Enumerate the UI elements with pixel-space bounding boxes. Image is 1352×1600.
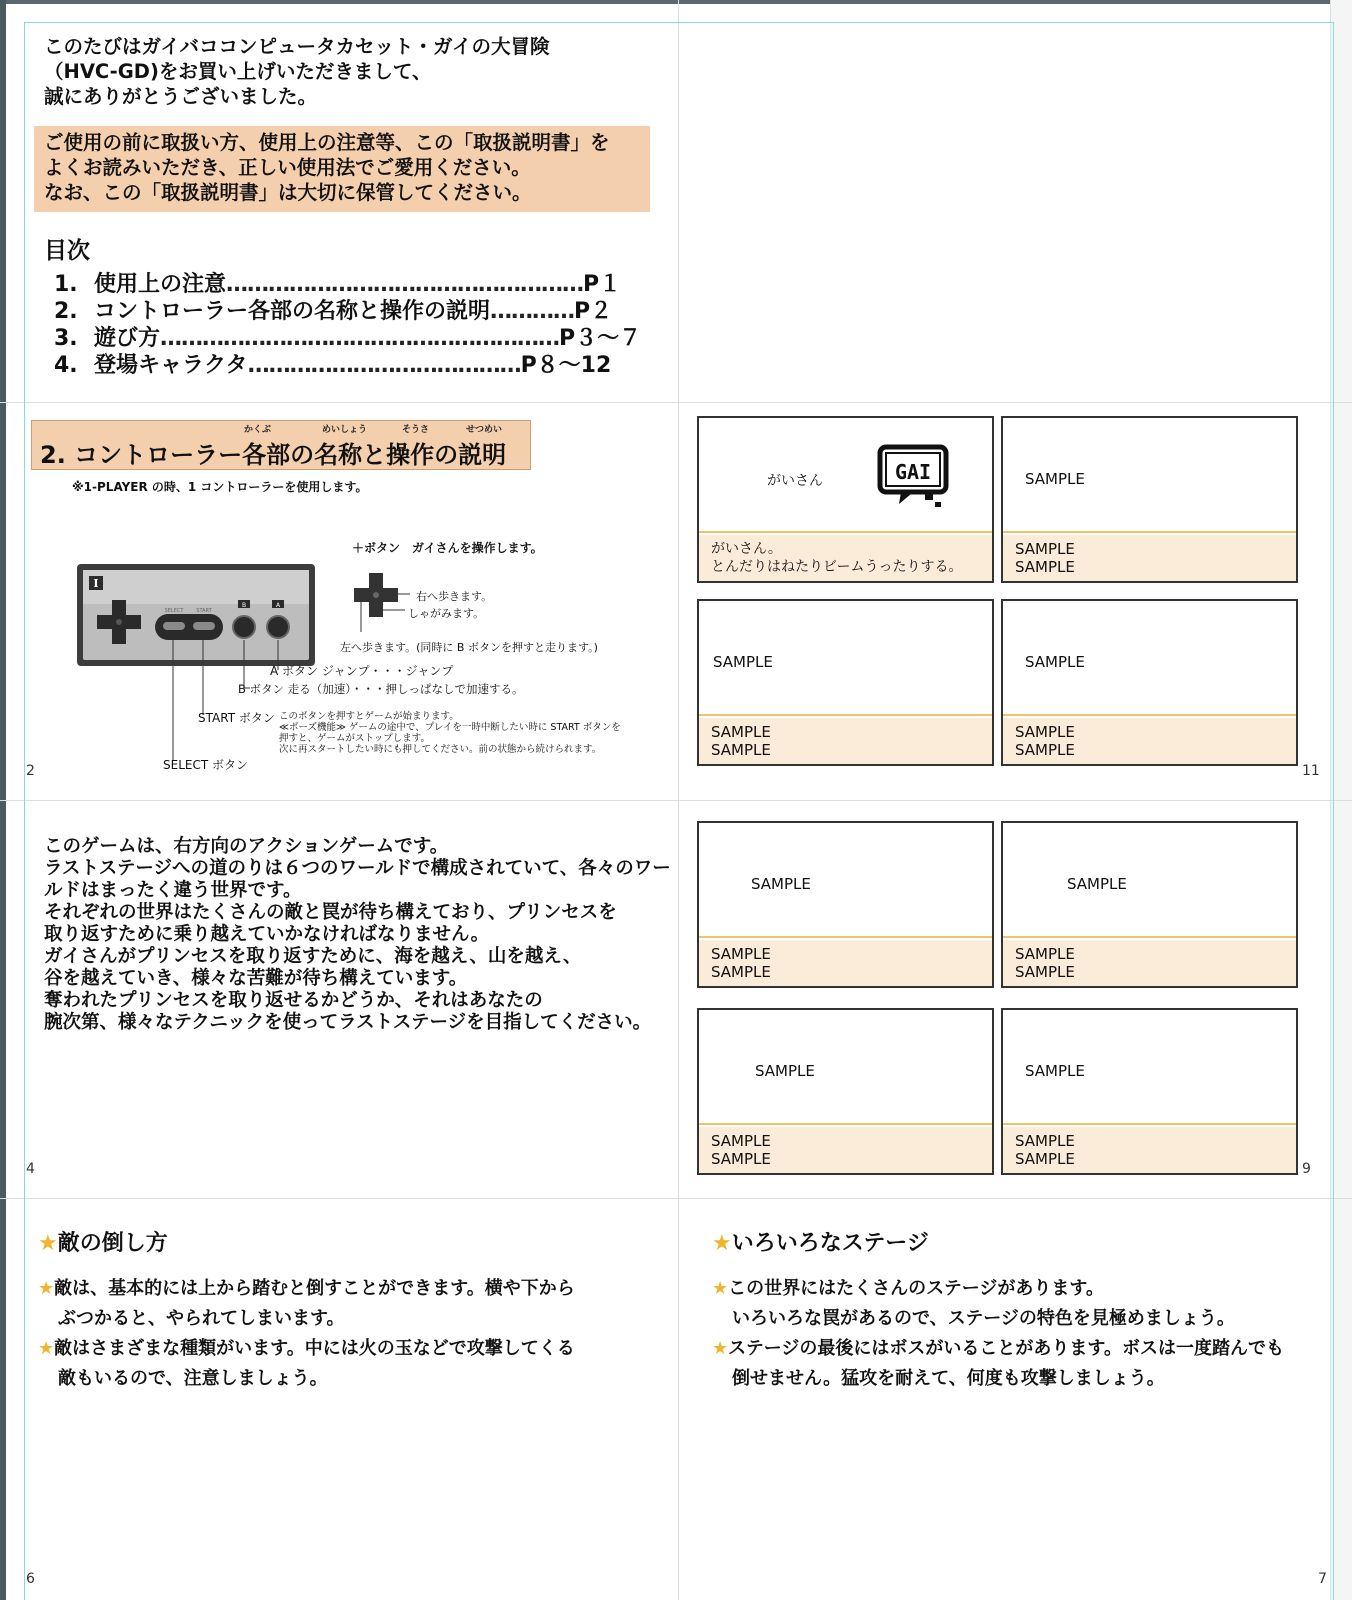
character-card xyxy=(697,599,994,766)
guide-line-top xyxy=(24,22,1334,23)
character-card xyxy=(697,416,994,583)
b-button-caption: B ボタン 走る（加速）・・・押しっぱなしで加速する。 xyxy=(238,682,524,696)
card-desc-line: SAMPLE xyxy=(1015,945,1075,963)
dpad-right-caption: 右へ歩きます。 xyxy=(416,590,493,603)
toc-leader: ………………………………………………… xyxy=(160,326,560,351)
ruby-text: せつめい xyxy=(466,425,503,435)
page-number: 9 xyxy=(1302,1161,1311,1177)
card-desc-line: SAMPLE xyxy=(711,741,771,759)
card-description xyxy=(699,1127,992,1173)
card-image-area xyxy=(699,418,992,533)
toc-label: 登場キャラクタ xyxy=(94,353,248,378)
card-image-area xyxy=(1003,601,1296,716)
card-title: SAMPLE xyxy=(713,653,773,671)
card-desc-line: SAMPLE xyxy=(1015,558,1075,576)
dpad-down-caption: しゃがみます。 xyxy=(408,607,485,620)
game-intro-text xyxy=(44,836,674,1034)
card-description xyxy=(699,940,992,986)
body-line: 腕次第、様々なテクニックを使ってラストステージを目指してください。 xyxy=(44,1012,652,1033)
bullet-continuation: 敵もいるので、注意しましょう。 xyxy=(58,1368,328,1389)
section-title-text: 敵の倒し方 xyxy=(57,1231,168,1256)
card-title: SAMPLE xyxy=(1067,875,1127,893)
toc-label: コントローラー各部の名称と操作の説明 xyxy=(94,299,491,324)
body-line: ラストステージへの道のりは６つのワールドで構成されていて、各々のワー xyxy=(44,858,671,879)
card-desc-line: SAMPLE xyxy=(711,723,771,741)
intro-line: このたびはガイバココンピュータカセット・ガイの大冒険 xyxy=(44,35,550,58)
page-number: 4 xyxy=(26,1161,35,1177)
body-line: それぞれの世界はたくさんの敵と罠が待ち構えており、プリンセスを xyxy=(44,902,617,923)
body-line: 奪われたプリンセスを取り返せるかどうか、それはあなたの xyxy=(44,990,543,1011)
bullet-continuation: いろいろな罠があるので、ステージの特色を見極めましょう。 xyxy=(732,1308,1235,1329)
card-desc-line: SAMPLE xyxy=(1015,963,1075,981)
page-number: 11 xyxy=(1302,763,1320,779)
bullet-continuation: ぶつかると、やられてしまいます。 xyxy=(58,1308,345,1329)
bullet-line xyxy=(38,1334,575,1364)
toc-entry xyxy=(54,352,654,379)
controller-section-heading xyxy=(31,420,531,470)
character-card xyxy=(697,821,994,988)
card-desc-line: SAMPLE xyxy=(711,1150,771,1168)
character-card xyxy=(1001,416,1298,583)
b-print: B xyxy=(241,602,247,609)
card-title: SAMPLE xyxy=(755,1062,815,1080)
star-icon: ★ xyxy=(38,1278,55,1299)
page-number: 7 xyxy=(1318,1571,1327,1587)
card-description xyxy=(1003,535,1296,581)
b-button-shape xyxy=(233,616,255,638)
card-image-area xyxy=(699,823,992,938)
body-line: ガイさんがプリンセスを取り返すために、海を越え、山を越え、 xyxy=(44,946,582,967)
start-button-description xyxy=(279,711,621,755)
guide-line-left xyxy=(24,22,25,1600)
plus-button-caption: ＋ボタン ガイさんを操作します。 xyxy=(352,541,543,555)
controller-badge-label: I xyxy=(93,577,99,590)
toc-number: 3. xyxy=(54,326,78,351)
start-desc-line: 次に再スタートしたい時にも押してください。前の状態から続けられます。 xyxy=(279,744,602,755)
bullet-line xyxy=(712,1334,1284,1364)
spread-divider-1 xyxy=(0,402,1352,403)
bullet-line xyxy=(712,1274,1284,1304)
dpad-center xyxy=(116,619,122,625)
spread-divider-2 xyxy=(0,800,1352,801)
table-of-contents xyxy=(54,271,654,379)
card-title: SAMPLE xyxy=(1025,653,1085,671)
star-icon: ★ xyxy=(38,1231,58,1256)
toc-page: P８〜12 xyxy=(520,353,612,378)
bullet-text: ステージの最後にはボスがいることがあります。ボスは一度踏んでも xyxy=(728,1338,1284,1359)
toc-entry xyxy=(54,325,654,352)
card-desc-line: SAMPLE xyxy=(1015,1150,1075,1168)
toc-page: P３〜７ xyxy=(559,326,642,351)
card-desc-line: とんだりはねたりビームうったりする。 xyxy=(711,559,963,575)
star-icon: ★ xyxy=(712,1338,729,1359)
card-title: SAMPLE xyxy=(1025,1062,1085,1080)
controller-panel-top xyxy=(83,570,309,604)
page-number: 6 xyxy=(26,1571,35,1587)
intro-line: 誠にありがとうございました。 xyxy=(44,85,318,108)
character-card xyxy=(1001,821,1298,988)
toc-number: 2. xyxy=(54,299,78,324)
card-title: がいさん xyxy=(767,473,823,489)
bullet-continuation: 倒せません。猛攻を耐えて、何度も攻撃しましょう。 xyxy=(732,1368,1165,1389)
card-description xyxy=(1003,718,1296,764)
a-button-shape xyxy=(267,616,289,638)
toc-leader: ………… xyxy=(490,299,575,324)
player-note: ※1-PLAYER の時、1 コントローラーを使用します。 xyxy=(72,480,368,494)
bullet-text: 敵は、基本的には上から踏むと倒すことができます。横や下から xyxy=(54,1278,575,1299)
toc-number: 4. xyxy=(54,353,78,378)
card-description xyxy=(1003,1127,1296,1173)
stage-section-title xyxy=(712,1226,929,1257)
spread-divider-3 xyxy=(0,1198,1352,1199)
toc-title: 目次 xyxy=(44,238,90,264)
a-print: A xyxy=(275,602,281,609)
start-button-caption: START ボタン xyxy=(198,711,275,725)
card-image-area xyxy=(1003,1010,1296,1125)
toc-leader: …………………………………………… xyxy=(226,272,584,297)
start-print: START xyxy=(196,608,212,614)
star-icon: ★ xyxy=(38,1338,55,1359)
start-desc-line: このボタンを押すとゲームが始まります。 xyxy=(279,711,459,722)
gai-logo-icon xyxy=(877,444,955,516)
toc-label: 遊び方 xyxy=(94,326,161,351)
usage-notice-box xyxy=(34,126,650,212)
toc-leader: ………………………………… xyxy=(247,353,521,378)
card-desc-line: SAMPLE xyxy=(1015,540,1075,558)
section-heading-text: 2. コントローラー各部の名称と操作の説明 xyxy=(40,441,507,469)
notice-line: なお、この「取扱説明書」は大切に保管してください。 xyxy=(44,181,532,204)
bullet-text: 敵はさまざまな種類がいます。中には火の玉などで攻撃してくる xyxy=(54,1338,575,1359)
ruby-text: そうさ xyxy=(402,425,430,435)
card-image-area xyxy=(1003,823,1296,938)
card-description xyxy=(699,718,992,764)
toc-entry xyxy=(54,298,654,325)
enemy-section-title xyxy=(38,1226,168,1257)
card-desc-line: SAMPLE xyxy=(711,945,771,963)
bullet-text: この世界にはたくさんのステージがあります。 xyxy=(728,1278,1104,1299)
stage-bullets xyxy=(712,1274,1284,1394)
window-top-edge xyxy=(0,0,1352,4)
card-title: SAMPLE xyxy=(751,875,811,893)
enemy-bullets xyxy=(38,1274,575,1394)
card-description xyxy=(1003,940,1296,986)
start-desc-line: ≪ポーズ機能≫ ゲームの途中で、プレイを一時中断したい時に START ボタンを xyxy=(279,722,621,733)
select-button-caption: SELECT ボタン xyxy=(163,758,248,772)
select-button-shape xyxy=(163,622,185,630)
ruby-text: かくぶ xyxy=(244,425,272,435)
body-line: このゲームは、右方向のアクションゲームです。 xyxy=(44,836,449,857)
ruby-text: めいしょう xyxy=(322,425,368,435)
start-button-shape xyxy=(193,622,215,630)
toc-number: 1. xyxy=(54,272,78,297)
notice-line: よくお読みいただき、正しい使用法でご愛用ください。 xyxy=(44,156,531,179)
section-title-text: いろいろなステージ xyxy=(731,1231,929,1256)
character-card xyxy=(1001,1008,1298,1175)
a-button-caption: A ボタン ジャンプ・・・ジャンプ xyxy=(270,664,454,678)
intro-text xyxy=(44,34,644,109)
dpad-left-caption: 左へ歩きます。(同時に B ボタンを押すと走ります。) xyxy=(340,641,598,654)
star-icon: ★ xyxy=(712,1231,732,1256)
card-title: SAMPLE xyxy=(1025,470,1085,488)
start-desc-line: 押すと、ゲームがストップします。 xyxy=(279,733,430,744)
toc-page: P２ xyxy=(574,299,613,324)
toc-entry xyxy=(54,271,654,298)
toc-page: P１ xyxy=(583,272,622,297)
bullet-line xyxy=(38,1274,575,1304)
card-desc-line: SAMPLE xyxy=(711,1132,771,1150)
select-print: SELECT xyxy=(164,608,184,614)
notice-line: ご使用の前に取扱い方、使用上の注意等、この「取扱説明書」を xyxy=(44,131,610,154)
guide-line-right xyxy=(1333,22,1334,1600)
card-desc-line: SAMPLE xyxy=(1015,723,1075,741)
character-card xyxy=(697,1008,994,1175)
character-card xyxy=(1001,599,1298,766)
intro-line: （HVC-GD)をお買い上げいただきまして、 xyxy=(44,60,432,83)
toc-label: 使用上の注意 xyxy=(94,272,227,297)
body-line: ルドはまったく違う世界です。 xyxy=(44,880,302,901)
card-desc-line: がいさん。 xyxy=(711,541,782,557)
card-image-area xyxy=(1003,418,1296,533)
star-icon: ★ xyxy=(712,1278,729,1299)
card-image-area xyxy=(699,1010,992,1125)
card-desc-line: SAMPLE xyxy=(1015,741,1075,759)
body-line: 取り返すために乗り越えていかなければなりません。 xyxy=(44,924,490,945)
card-image-area xyxy=(699,601,992,716)
gai-logo-text: GAI xyxy=(894,460,932,484)
body-line: 谷を越えていき、様々な苦難が待ち構えています。 xyxy=(44,968,468,989)
card-desc-line: SAMPLE xyxy=(1015,1132,1075,1150)
page-number: 2 xyxy=(26,763,35,779)
card-desc-line: SAMPLE xyxy=(711,963,771,981)
card-description xyxy=(699,535,992,581)
